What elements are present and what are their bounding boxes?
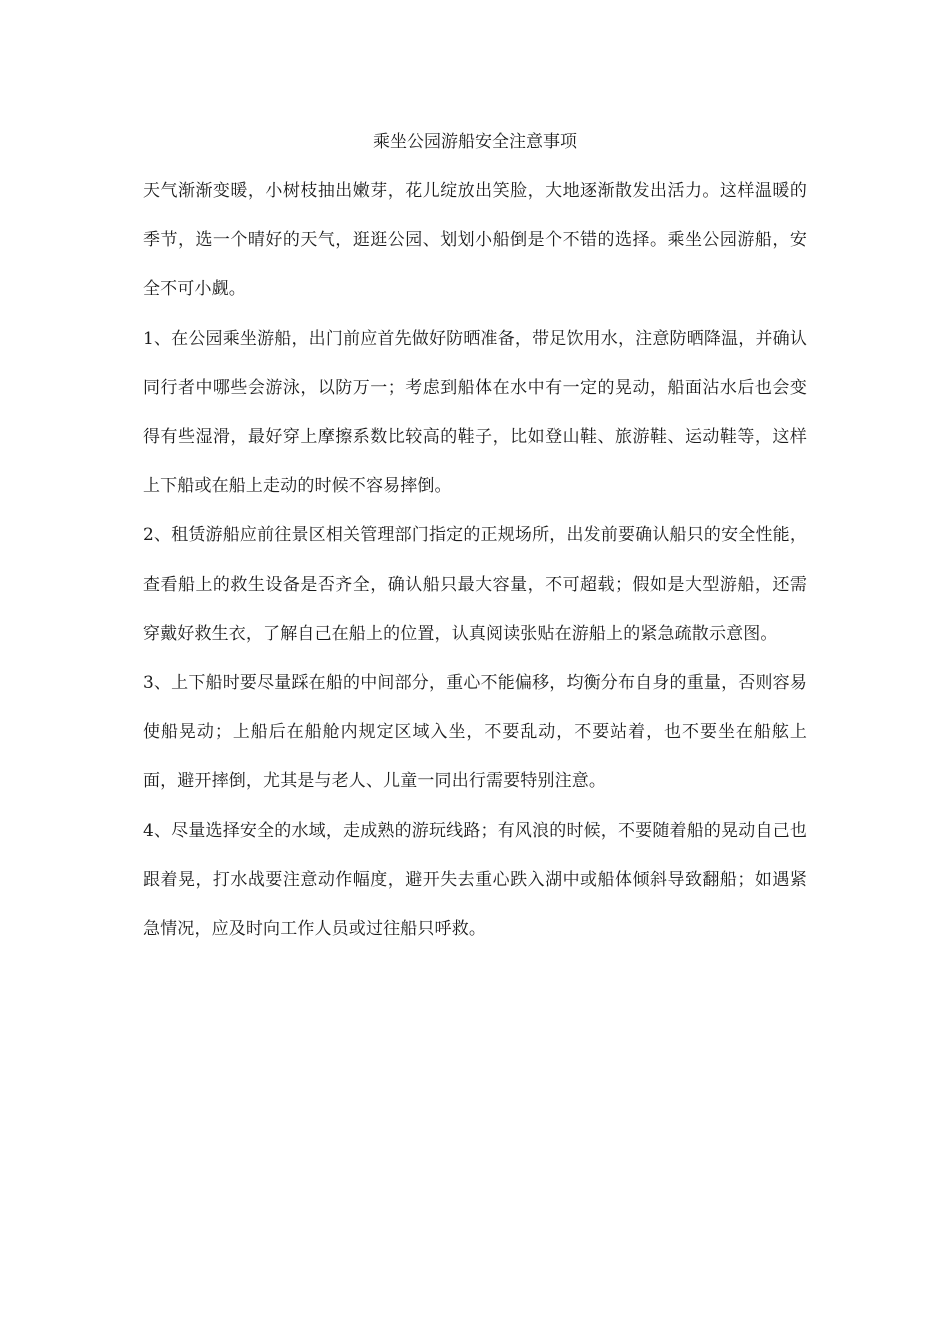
document-title: 乘坐公园游船安全注意事项 [373, 132, 577, 152]
document-body [143, 167, 807, 954]
tip-paragraph-3: 3、上下船时要尽量踩在船的中间部分，重心不能偏移，均衡分布自身的重量，否则容易使船晃动；上船后在船舱内规定区域入坐，不要乱动，不要站着，也不要坐在船舷上面，避开摔倒，尤其是与老人、儿童一同出行需要特别注意。 [143, 673, 807, 792]
intro-paragraph: 天气渐渐变暖，小树枝抽出嫩芽，花儿绽放出笑脸，大地逐渐散发出活力。这样温暖的季节，选一个晴好的天气，逛逛公园、划划小船倒是个不错的选择。乘坐公园游船，安全不可小觑。 [143, 181, 807, 300]
tip-paragraph-4: 4、尽量选择安全的水域，走成熟的游玩线路；有风浪的时候，不要随着船的晃动自己也跟着晃，打水战要注意动作幅度，避开失去重心跌入湖中或船体倾斜导致翻船；如遇紧急情况，应及时向工作人员或过往船只呼救。 [143, 820, 807, 940]
tip-paragraph-2: 2、租赁游船应前往景区相关管理部门指定的正规场所，出发前要确认船只的安全性能，查看船上的救生设备是否齐全，确认船只最大容量，不可超载；假如是大型游船，还需穿戴好救生衣，了解自己在船上的位置，认真阅读张贴在游船上的紧急疏散示意图。 [143, 525, 807, 644]
tip-paragraph-1: 1、在公园乘坐游船，出门前应首先做好防晒准备，带足饮用水，注意防晒降温，并确认同行者中哪些会游泳，以防万一；考虑到船体在水中有一定的晃动，船面沾水后也会变得有些湿滑，最好穿上摩擦系数比较高的鞋子，比如登山鞋、旅游鞋、运动鞋等，这样上下船或在船上走动的时候不容易摔倒。 [143, 328, 807, 497]
